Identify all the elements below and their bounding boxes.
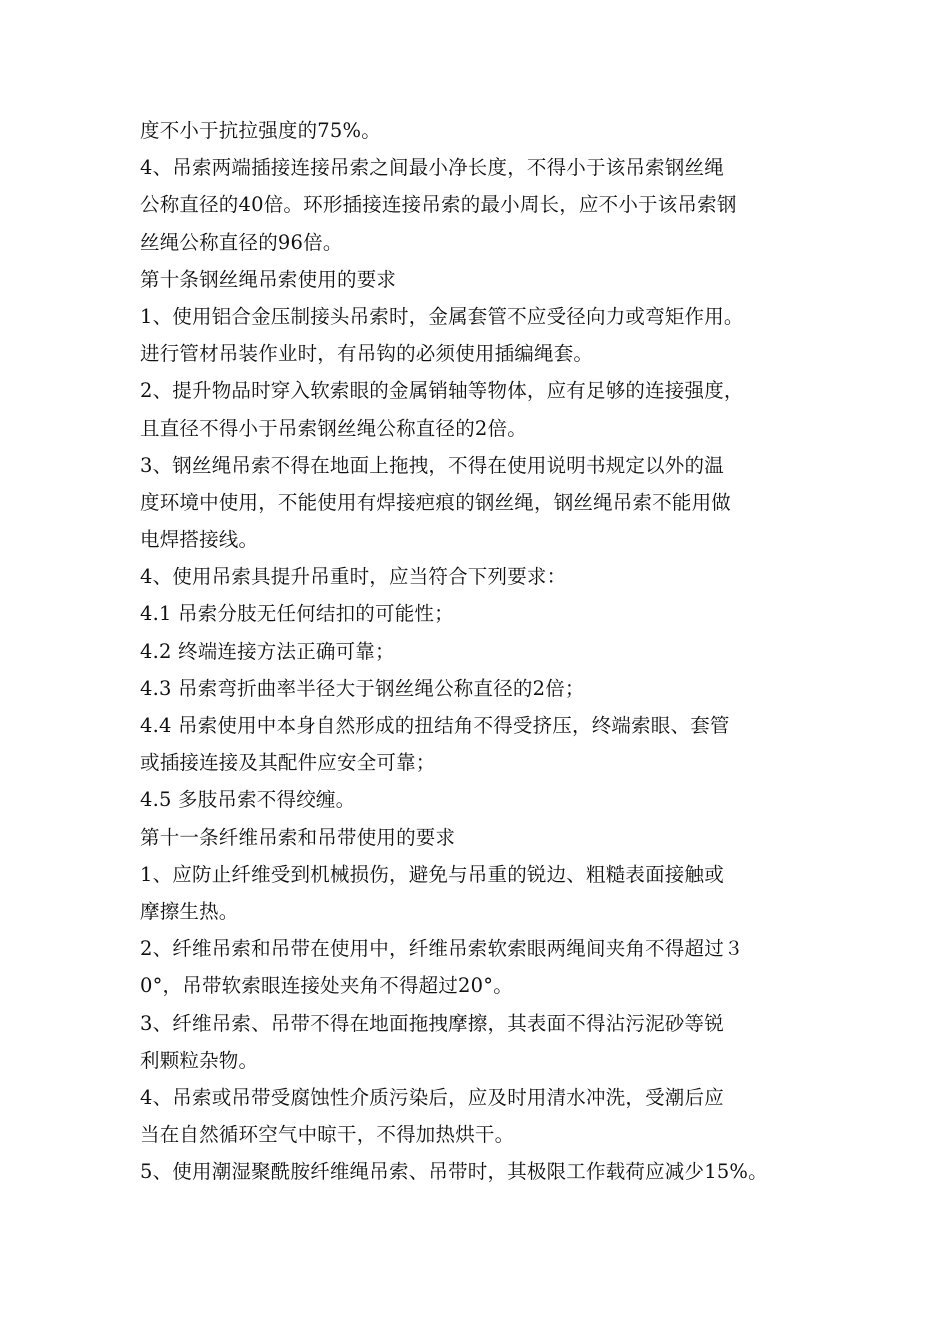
text-line: 2、提升物品时穿入软索眼的金属销轴等物体，应有足够的连接强度，: [140, 379, 744, 403]
text-line: 4.2 终端连接方法正确可靠；: [140, 639, 395, 663]
text-line: 摩擦生热。: [140, 899, 239, 923]
text-line: 1、应防止纤维受到机械损伤，避免与吊重的锐边、粗糙表面接触或: [140, 862, 724, 886]
text-line: 3、纤维吊索、吊带不得在地面拖拽摩擦，其表面不得沾污泥砂等锐: [140, 1011, 724, 1035]
text-line: 度不小于抗拉强度的75%。: [140, 119, 381, 142]
text-line: 或插接连接及其配件应安全可靠；: [140, 751, 436, 775]
section-heading: 第十条钢丝绳吊索使用的要求: [140, 267, 397, 291]
text-line: 利颗粒杂物。: [140, 1048, 259, 1072]
text-line: 进行管材吊装作业时，有吊钩的必须使用插编绳套。: [140, 342, 594, 366]
text-line: 且直径不得小于吊索钢丝绳公称直径的2倍。: [140, 416, 527, 440]
text-line: 公称直径的40倍。环形插接连接吊索的最小周长，应不小于该吊索钢: [140, 193, 737, 217]
text-line: 4.3 吊索弯折曲率半径大于钢丝绳公称直径的2倍；: [140, 676, 585, 700]
document-page: [140, 112, 840, 1190]
text-line: 4.4 吊索使用中本身自然形成的扭结角不得受挤压，终端索眼、套管: [140, 714, 730, 737]
section-heading: 第十一条纤维吊索和吊带使用的要求: [140, 825, 456, 849]
text-line: 5、使用潮湿聚酰胺纤维绳吊索、吊带时，其极限工作载荷应减少15%。: [140, 1160, 768, 1184]
text-line: 4.5 多肢吊索不得绞缠。: [140, 788, 356, 812]
text-line: 4、吊索或吊带受腐蚀性介质污染后，应及时用清水冲洗，受潮后应: [140, 1085, 724, 1109]
text-line: 丝绳公称直径的96倍。: [140, 230, 343, 254]
text-line: 2、纤维吊索和吊带在使用中，纤维吊索软索眼两绳间夹角不得超过３: [140, 937, 744, 961]
text-line: 3、钢丝绳吊索不得在地面上拖拽，不得在使用说明书规定以外的温: [140, 453, 724, 477]
text-line: 4.1 吊索分肢无任何结扣的可能性；: [140, 602, 454, 626]
text-line: 电焊搭接线。: [140, 528, 259, 552]
text-line: 1、使用铝合金压制接头吊索时，金属套管不应受径向力或弯矩作用。: [140, 304, 744, 328]
text-line: 4、吊索两端插接连接吊索之间最小净长度，不得小于该吊索钢丝绳: [140, 156, 724, 180]
text-line: 0°，吊带软索眼连接处夹角不得超过20°。: [140, 974, 513, 998]
text-line: 4、使用吊索具提升吊重时，应当符合下列要求：: [140, 565, 567, 589]
text-line: 度环境中使用，不能使用有焊接疤痕的钢丝绳，钢丝绳吊索不能用做: [140, 490, 732, 514]
text-line: 当在自然循环空气中晾干，不得加热烘干。: [140, 1123, 515, 1147]
